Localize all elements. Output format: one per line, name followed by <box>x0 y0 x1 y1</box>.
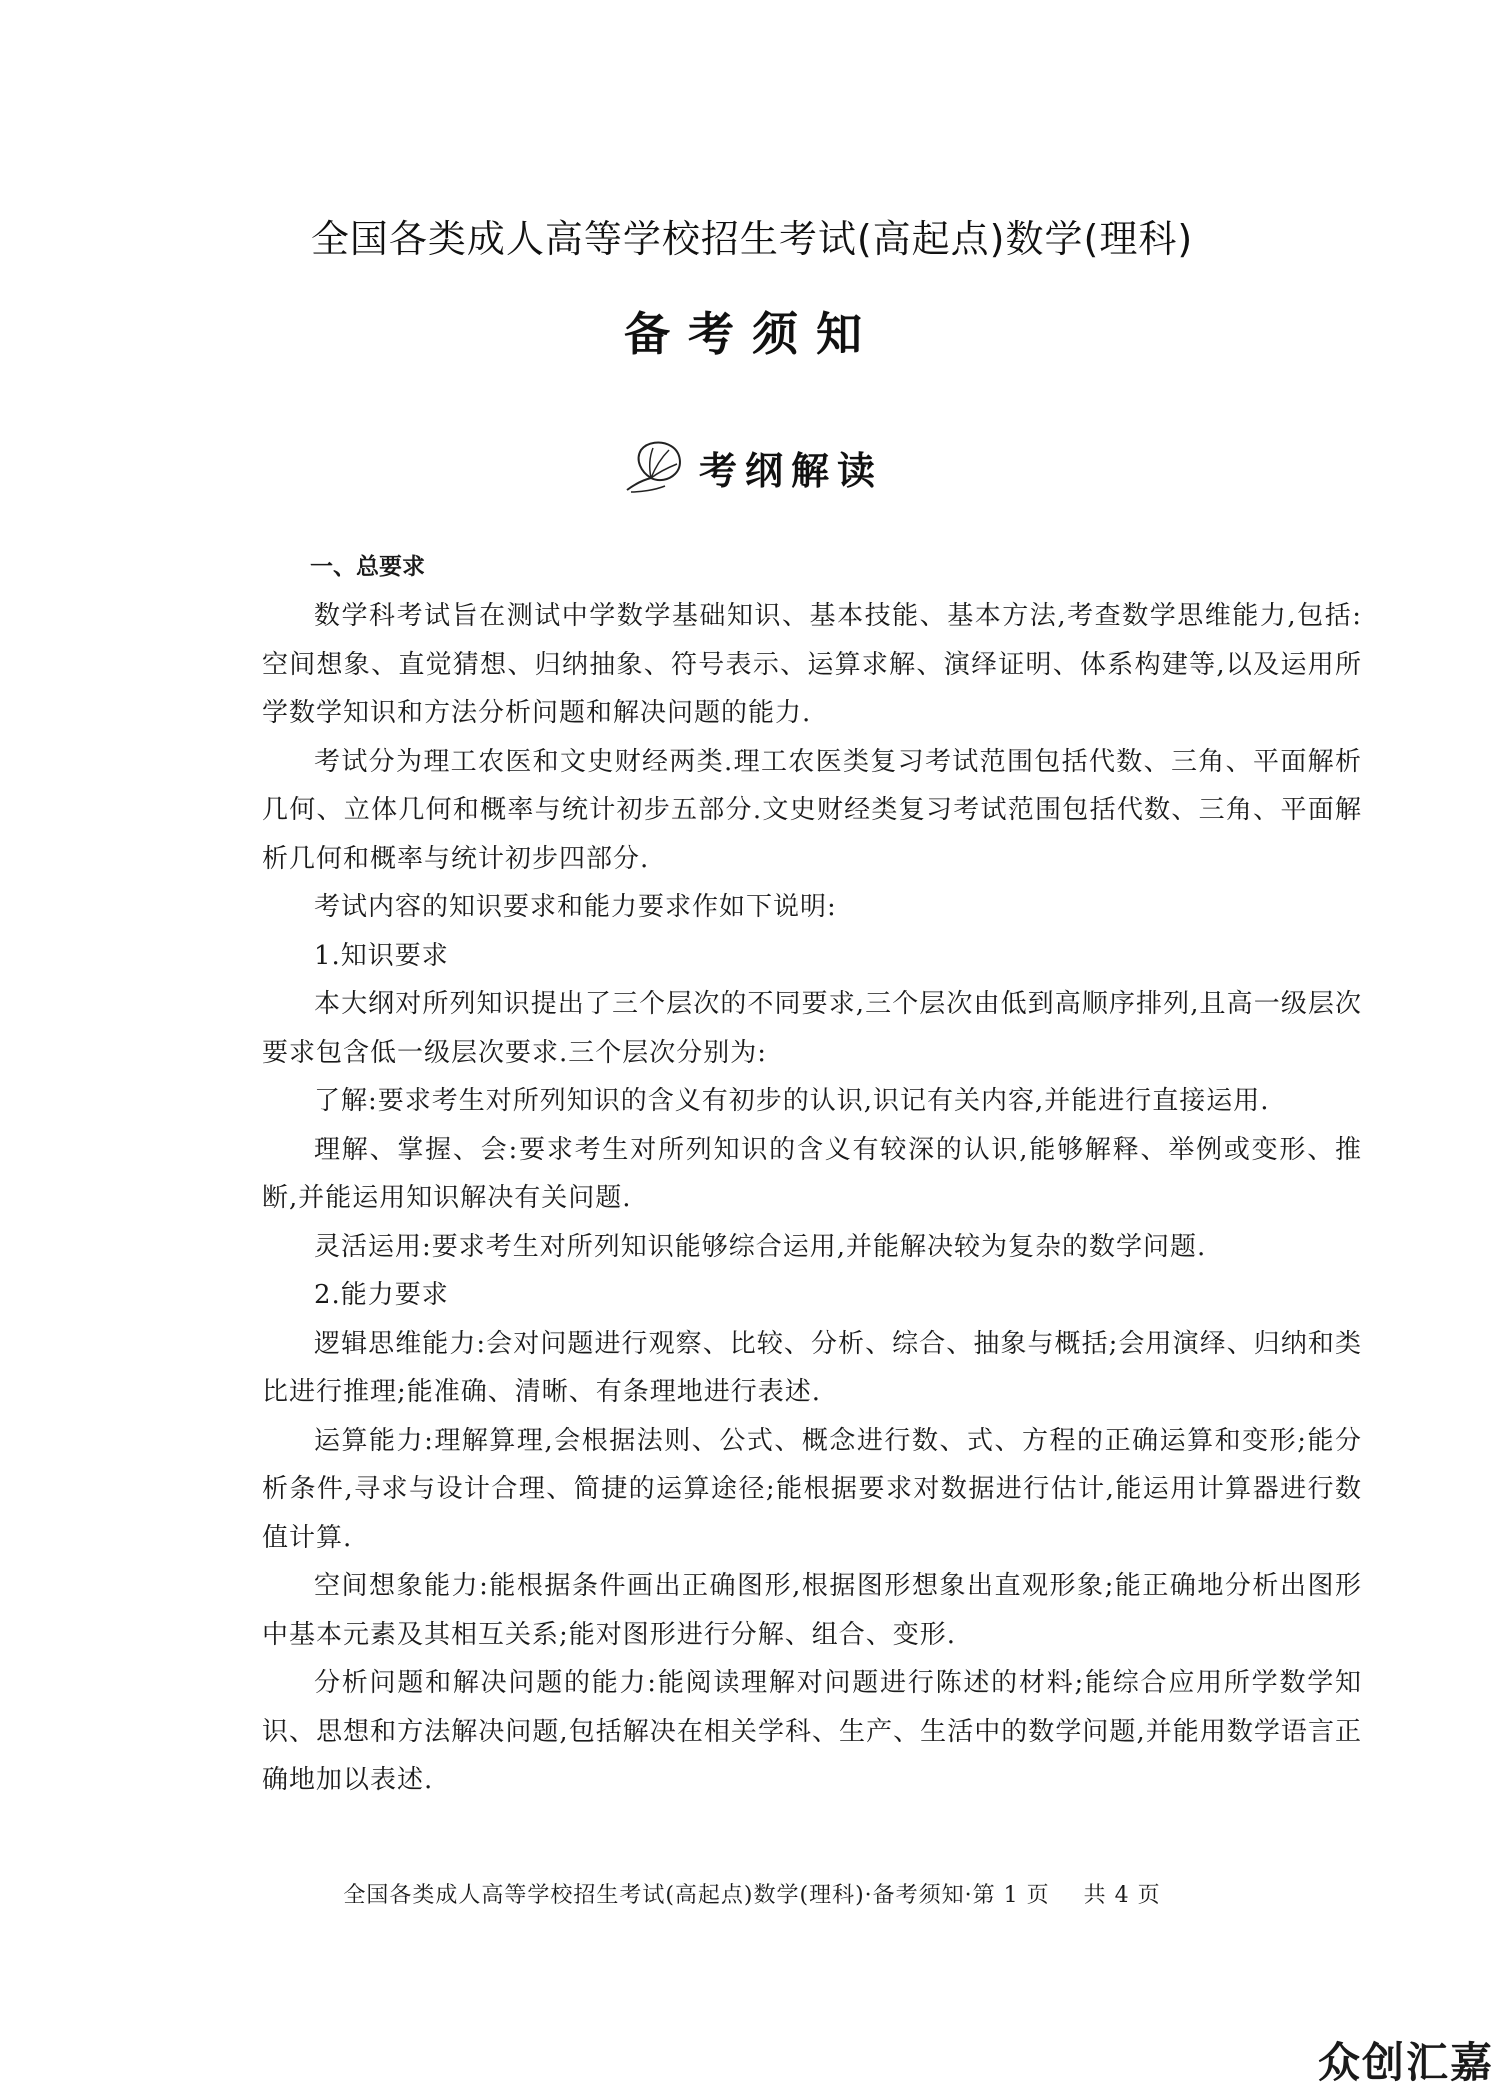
paragraph-exam-purpose: 数学科考试旨在测试中学数学基础知识、基本技能、基本方法,考查数学思维能力,包括:空间想象、直觉猜想、归纳抽象、符号表示、运算求解、演绎证明、体系构建等,以及运用所学数学知识和方法分析问题和解决问题的能力. <box>262 601 1362 728</box>
ginkgo-leaf-icon <box>621 438 687 496</box>
section-title: 考纲解读 <box>698 447 883 493</box>
page-footer <box>0 1878 1504 1909</box>
paragraph-level-understand-basic: 了解:要求考生对所列知识的含义有初步的认识,识记有关内容,并能进行直接运用. <box>314 1086 1270 1116</box>
page-sub-title: 备考须知 <box>624 307 880 361</box>
heading-ability-requirements: 2.能力要求 <box>314 1280 449 1310</box>
main-content <box>262 548 1362 1805</box>
heading-general-requirements: 一、总要求 <box>310 554 425 580</box>
footer-total-pages: 共 4 页 <box>1083 1883 1161 1908</box>
paragraph-calculation-ability: 运算能力:理解算理,会根据法则、公式、概念进行数、式、方程的正确运算和变形;能分析条件,寻求与设计合理、简捷的运算途径;能根据要求对数据进行估计,能运用计算器进行数值计算. <box>262 1425 1362 1553</box>
paragraph-logic-ability: 逻辑思维能力:会对问题进行观察、比较、分析、综合、抽象与概括;会用演绎、归纳和类比进行推理;能准确、清晰、有条理地进行表述. <box>262 1328 1362 1407</box>
paragraph-content-intro: 考试内容的知识要求和能力要求作如下说明: <box>314 892 837 922</box>
paragraph-spatial-ability: 空间想象能力:能根据条件画出正确图形,根据图形想象出直观形象;能正确地分析出图形中基本元素及其相互关系;能对图形进行分解、组合、变形. <box>262 1571 1362 1650</box>
section-header <box>0 438 1504 496</box>
footer-title-page: 全国各类成人高等学校招生考试(高起点)数学(理科)·备考须知·第 1 页 <box>343 1883 1050 1908</box>
paragraph-problem-solving-ability: 分析问题和解决问题的能力:能阅读理解对问题进行陈述的材料;能综合应用所学数学知识、思想和方法解决问题,包括解决在相关学科、生产、生活中的数学问题,并能用数学语言正确地加以表述. <box>262 1668 1362 1795</box>
paragraph-level-flexible: 灵活运用:要求考生对所列知识能够综合运用,并能解决较为复杂的数学问题. <box>314 1231 1207 1262</box>
paragraph-exam-categories: 考试分为理工农医和文史财经两类.理工农医类复习考试范围包括代数、三角、平面解析几何、立体几何和概率与统计初步五部分.文史财经类复习考试范围包括代数、三角、平面解析几何和概率与统计初步四部分. <box>262 746 1362 874</box>
page-main-title: 全国各类成人高等学校招生考试(高起点)数学(理科) <box>310 217 1194 261</box>
paragraph-knowledge-levels: 本大纲对所列知识提出了三个层次的不同要求,三个层次由低到高顺序排列,且高一级层次要求包含低一级层次要求.三个层次分别为: <box>262 989 1362 1068</box>
heading-knowledge-requirements: 1.知识要求 <box>314 940 449 971</box>
paragraph-level-master: 理解、掌握、会:要求考生对所列知识的含义有较深的认识,能够解释、举例或变形、推断,并能运用知识解决有关问题. <box>262 1134 1362 1213</box>
watermark-logo: 众创汇嘉 <box>1317 2038 1494 2087</box>
